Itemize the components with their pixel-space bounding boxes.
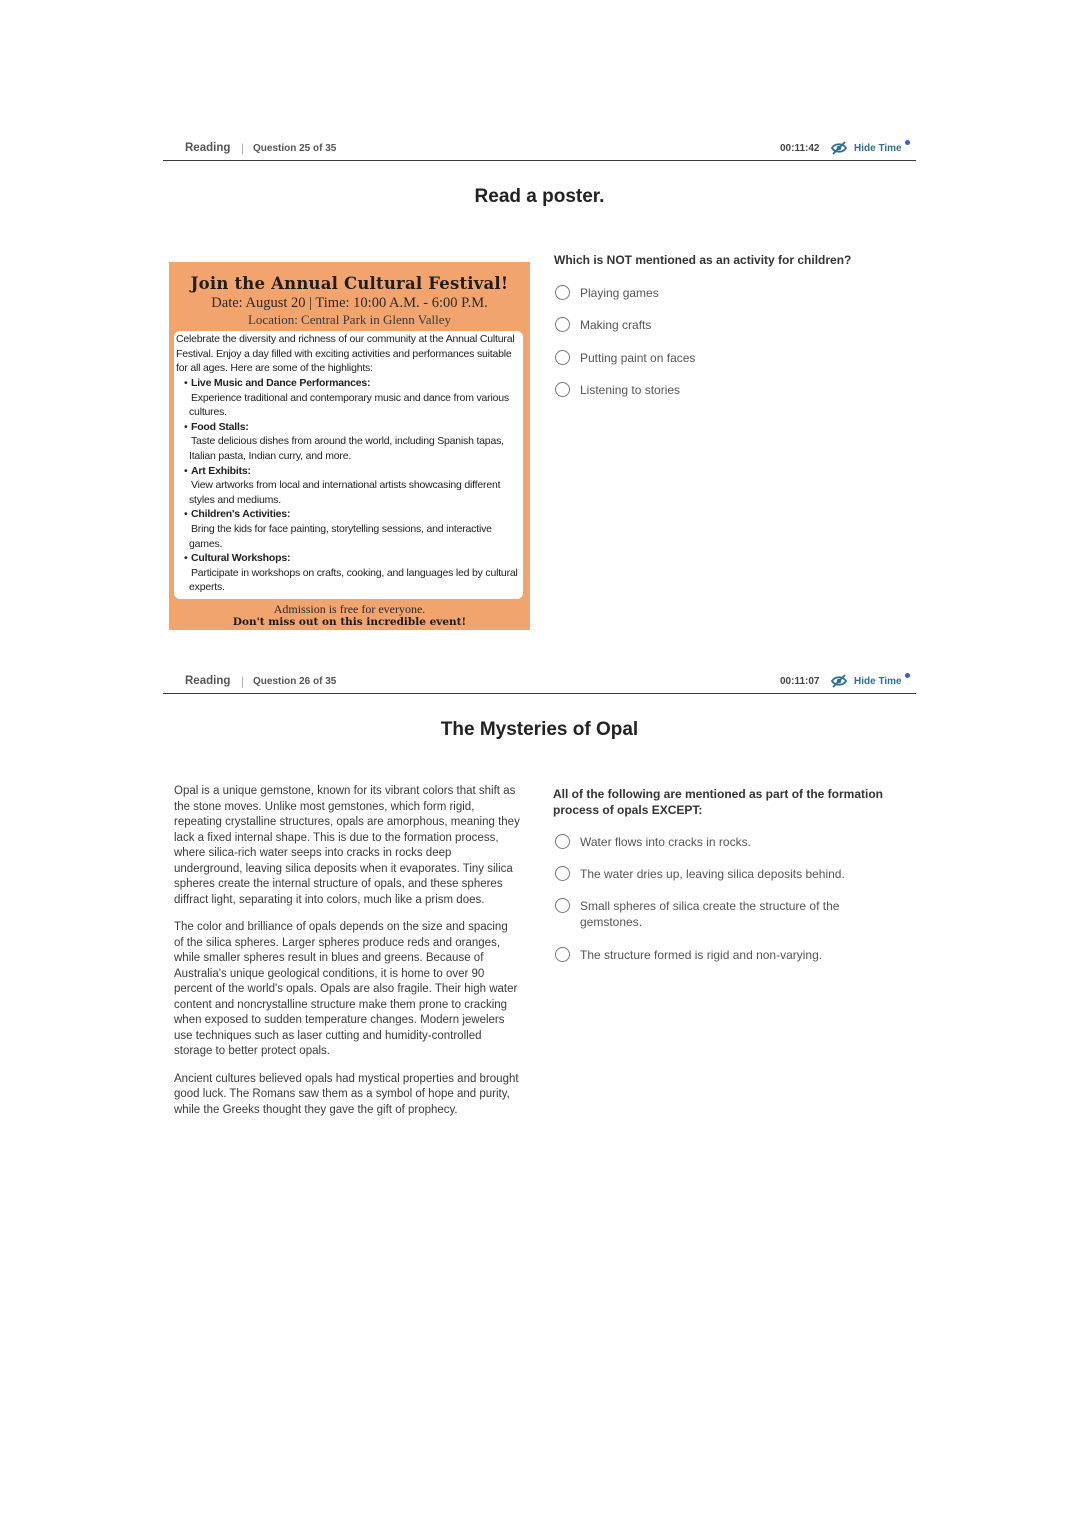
hide-time-button[interactable]: Hide Time	[854, 143, 902, 154]
item-text: View artworks from local and international artists showcasing different styles and mediums.	[189, 479, 501, 506]
radio-button[interactable]	[555, 285, 570, 300]
passage-paragraph: Opal is a unique gemstone, known for its vibrant colors that shift as the stone moves. Unlike most gemstones, which form rigid, repeating crystalline structures, opals are amorphous, meaning they lack a fixed internal shape. This is due to the formation process, where silica-rich water seeps into cracks in rocks deep underground, leaving silica deposits when it evaporates. Tiny silica spheres create the internal structure of opals, and these spheres diffract light, separating it into colors, much like a prism does.	[174, 785, 520, 906]
radio-button[interactable]	[555, 834, 570, 849]
timer: 00:11:07	[780, 676, 820, 687]
item-text: Experience traditional and contemporary music and dance from various cultures.	[189, 391, 509, 419]
item-heading: Cultural Workshops:	[191, 552, 291, 565]
question-counter: Question 25 of 35	[253, 143, 337, 154]
option-label[interactable]: The structure formed is rigid and non-varying.	[580, 948, 823, 962]
reading-passage	[174, 784, 520, 1130]
list-item: • Cultural Workshops: Participate in workshops on crafts, cooking, and languages led by cultural experts.	[174, 551, 520, 595]
eye-slash-icon[interactable]	[831, 674, 847, 688]
item-heading: Food Stalls:	[191, 420, 249, 433]
indicator-dot	[905, 673, 910, 678]
poster-body	[174, 331, 523, 599]
radio-button[interactable]	[555, 947, 570, 962]
item-text: Participate in workshops on crafts, cooking, and languages led by cultural experts.	[189, 566, 518, 594]
option-label[interactable]: The water dries up, leaving silica deposits behind.	[580, 867, 845, 881]
poster-footer-admission: Admission is free for everyone.	[273, 602, 426, 616]
radio-button[interactable]	[555, 866, 570, 881]
list-item: • Art Exhibits: View artworks from local and international artists showcasing different styles and mediums.	[174, 464, 520, 508]
section-label: Reading	[185, 142, 231, 154]
option-label[interactable]: Small spheres of silica create the structure of the gemstones.	[580, 899, 840, 929]
radio-button[interactable]	[555, 317, 570, 332]
item-text: Taste delicious dishes from around the world, including Spanish tapas, Italian pasta, Indian curry, and more.	[189, 435, 504, 462]
list-item: • Live Music and Dance Performances: Experience traditional and contemporary music and dance from various cultures.	[174, 376, 520, 420]
divider: |	[241, 141, 245, 155]
item-text: Bring the kids for face painting, storytelling sessions, and interactive games.	[189, 522, 492, 550]
divider: |	[241, 674, 245, 688]
option-label[interactable]: Making crafts	[580, 318, 652, 332]
list-item: • Children's Activities: Bring the kids for face painting, storytelling sessions, and interactive games.	[174, 507, 520, 551]
hide-time-button[interactable]: Hide Time	[854, 676, 902, 687]
top-bar	[163, 671, 916, 694]
indicator-dot	[905, 140, 910, 145]
passage-paragraph: Ancient cultures believed opals had mystical properties and brought good luck. The Romans saw them as a symbol of hope and purity, while the Greeks thought they gave the gift of prophecy.	[174, 1072, 519, 1116]
highlights-list	[174, 376, 520, 595]
page-title: The Mysteries of Opal	[440, 719, 639, 740]
poster-location: Location: Central Park in Glenn Valley	[247, 312, 452, 327]
poster-heading: Join the Annual Cultural Festival!	[190, 274, 509, 293]
item-heading: Children's Activities:	[191, 508, 291, 521]
top-bar	[163, 138, 916, 161]
timer: 00:11:42	[780, 143, 820, 154]
item-heading: Live Music and Dance Performances:	[191, 377, 371, 389]
passage-paragraph: The color and brilliance of opals depends on the size and spacing of the silica spheres. Larger spheres produce reds and oranges, while smaller spheres result in blues and greens. Because of Australia's unique geological conditions, it is home to over 90 percent of the world's opals. Opals are also fragile. Their high water content and noncrystalline structure make them prone to cracking when exposed to sudden temperature changes. Modern jewelers use techniques such as laser cutting and humidity-controlled storage to better protect opals.	[174, 921, 518, 1057]
question-26-panel	[163, 671, 916, 1166]
poster-date-time: Date: August 20 | Time: 10:00 A.M. - 6:00 P.M.	[211, 295, 488, 311]
question-counter: Question 26 of 35	[253, 676, 337, 687]
question-prompt: All of the following are mentioned as part of the formation process of opals EXCEPT:	[553, 787, 884, 817]
option-label[interactable]: Listening to stories	[580, 383, 681, 397]
question-prompt: Which is NOT mentioned as an activity for children?	[554, 253, 852, 267]
option-label[interactable]: Putting paint on faces	[580, 351, 696, 365]
list-item: • Food Stalls: Taste delicious dishes from around the world, including Spanish tapas, Italian pasta, Indian curry, and more.	[174, 420, 520, 464]
poster-intro: Celebrate the diversity and richness of our community at the Annual Cultural Festival. Enjoy a day filled with exciting activities and performances suitable for all ages. Here are some of the highlights:	[176, 333, 515, 375]
eye-slash-icon[interactable]	[831, 141, 847, 155]
radio-button[interactable]	[555, 382, 570, 397]
section-label: Reading	[185, 675, 231, 687]
poster-footer-callout: Don't miss out on this incredible event!	[232, 616, 467, 628]
radio-button[interactable]	[555, 898, 570, 913]
option-label[interactable]: Water flows into cracks in rocks.	[580, 835, 751, 849]
radio-button[interactable]	[555, 350, 570, 365]
question-25-panel	[163, 138, 916, 650]
page-title: Read a poster.	[474, 186, 605, 207]
item-heading: Art Exhibits:	[191, 464, 251, 477]
option-label[interactable]: Playing games	[580, 286, 659, 300]
festival-poster	[169, 262, 530, 630]
